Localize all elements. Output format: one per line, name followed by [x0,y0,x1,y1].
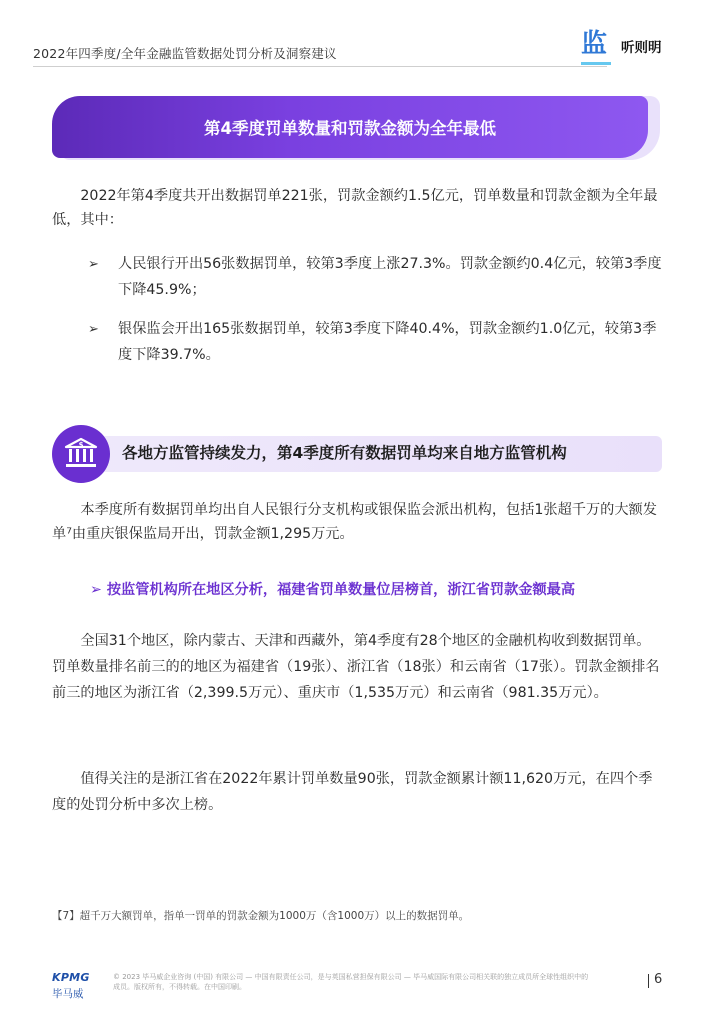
section2-icon-badge [52,425,110,483]
document-title: 2022年四季度/全年金融监管数据处罚分析及洞察建议 [33,46,337,61]
page-number: 6 [654,972,663,987]
legal-notice: © 2023 毕马威企业咨询 (中国) 有限公司 — 中国有限责任公司，是与英国私营担保有限公司 — 毕马威国际有限公司相关联的独立成员所全球性组织中的成员。版权所有，不得转载。在中国印刷。 [113,973,589,991]
kpmg-logo-cn: 毕马威 [52,988,84,1000]
brand-underline [581,62,611,65]
bullet-arrow-icon: ➢ [88,257,99,272]
kpmg-logo-text: KPMG [52,971,90,984]
page-number-divider [648,974,649,988]
header-divider [33,66,607,67]
region-analysis-paragraph: 全国31个地区，除内蒙古、天津和西藏外，第4季度有28个地区的金融机构收到数据罚单。罚单数量排名前三的的地区为福建省（19张）、浙江省（18张）和云南省（17张）。罚款金额排名前三的地区为浙江省（2,399.5万元）、重庆市（1,535万元）和云南省（981.35万元）。 [52,633,660,701]
kpmg-logo [52,971,112,1001]
bank-icon [63,436,99,472]
svg-text:$: $ [78,441,84,449]
brand-glyph: 监 [581,29,608,59]
bullet-cbirc: 银保监会开出165张数据罚单，较第3季度下降40.4%，罚款金额约1.0亿元，较第3季度下降39.7%。 [118,321,657,363]
bullet-pboc: 人民银行开出56张数据罚单，较第3季度上涨27.3%。罚款金额约0.4亿元，较第3季度下降45.9%； [118,256,662,298]
brand-name: 听则明 [621,40,662,56]
brand-logo [581,26,691,66]
section1-intro: 2022年第4季度共开出数据罚单221张，罚款金额约1.5亿元，罚单数量和罚款金额为全年最低，其中： [52,188,658,228]
zhejiang-paragraph: 值得关注的是浙江省在2022年累计罚单数量90张，罚款金额累计额11,620万元，在四个季度的处罚分析中多次上榜。 [52,771,653,813]
footnote: 【7】超千万大额罚单，指单一罚单的罚款金额为1000万（含1000万）以上的数据罚单。 [52,910,470,922]
section1-title: 第4季度罚单数量和罚款金额为全年最低 [204,119,496,138]
bullet-arrow-icon: ➢ [88,322,99,337]
section2-subheading: ➢ 按监管机构所在地区分析，福建省罚单数量位居榜首，浙江省罚款金额最高 [90,582,576,598]
section2-intro: 本季度所有数据罚单均出自人民银行分支机构或银保监会派出机构，包括1张超千万的大额发单⁷由重庆银保监局开出，罚款金额1,295万元。 [52,502,657,542]
section2-title: 各地方监管持续发力，第4季度所有数据罚单均来自地方监管机构 [122,444,567,462]
